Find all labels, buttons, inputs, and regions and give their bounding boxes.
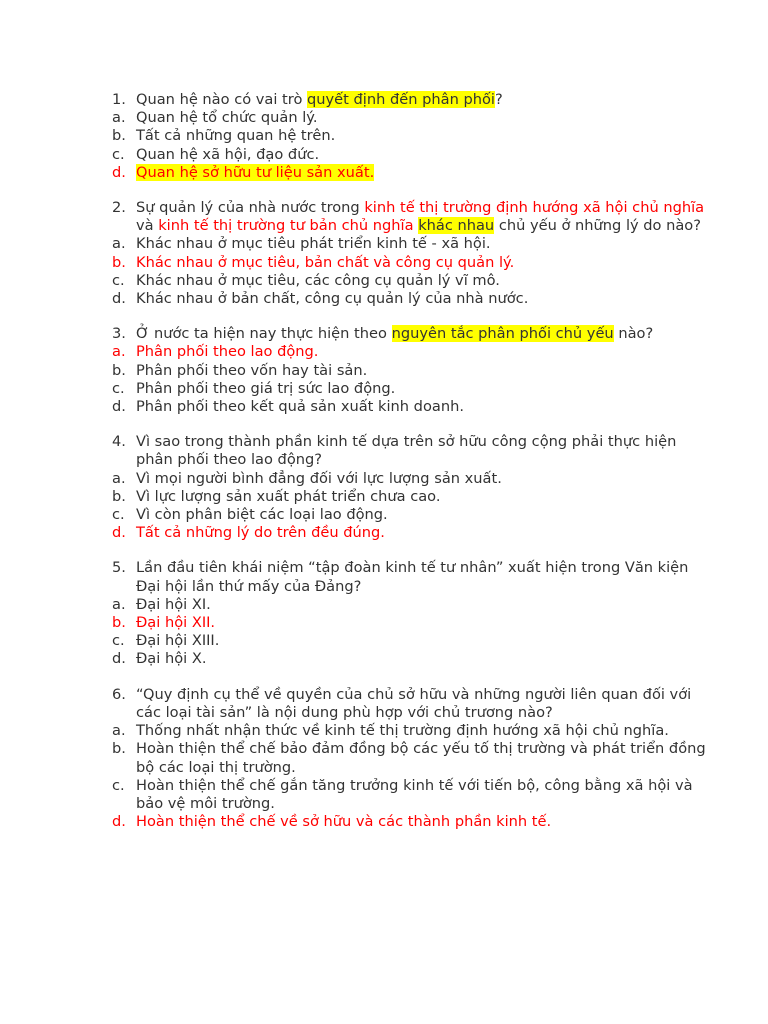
option-label: c. (112, 632, 125, 650)
option-text: Hoàn thiện thể chế về sở hữu và các thành phần kinh tế. (136, 813, 552, 831)
question-block (0, 559, 768, 668)
option-text: Tất cả những lý do trên đều đúng. (136, 524, 385, 542)
option-text: Hoàn thiện thể chế bảo đảm đồng bộ các yếu tố thị trường và phát triển đồng bộ các loại thị trường. (136, 740, 706, 776)
option-text: Phân phối theo kết quả sản xuất kinh doanh. (136, 398, 464, 416)
question-block (0, 91, 768, 182)
answer-option (0, 398, 768, 416)
highlighted-phrase: khác nhau (418, 217, 495, 235)
answer-option (0, 470, 768, 488)
option-label: d. (112, 650, 126, 668)
answer-option (0, 272, 768, 290)
answer-option (0, 506, 768, 524)
answer-option-correct (0, 343, 768, 361)
question-text (0, 325, 768, 343)
option-label: b. (112, 487, 126, 505)
option-label: d. (112, 524, 126, 542)
option-text: Quan hệ tổ chức quản lý. (136, 109, 318, 127)
answer-option (0, 596, 768, 614)
option-label: a. (112, 469, 126, 487)
answer-option (0, 235, 768, 253)
option-text: Phân phối theo lao động. (136, 343, 319, 361)
question-text (0, 91, 768, 109)
option-label: c. (112, 271, 125, 289)
answer-option-correct (0, 164, 768, 182)
option-text: Phân phối theo vốn hay tài sản. (136, 361, 368, 379)
option-label: b. (112, 361, 126, 379)
answer-option (0, 632, 768, 650)
option-label: c. (112, 776, 125, 794)
answer-option (0, 650, 768, 668)
option-label: a. (112, 595, 126, 613)
answer-option (0, 722, 768, 740)
question-text (0, 433, 768, 469)
option-text: Tất cả những quan hệ trên. (136, 127, 336, 145)
question-text-segment: nào? (613, 325, 654, 343)
answer-option (0, 290, 768, 308)
option-label: a. (112, 235, 126, 253)
question-text-segment: “Quy định cụ thể về quyền của chủ sở hữu và những người liên quan đối với các loại tài sản” là nội dung phù hợp với chủ trương nào? (136, 685, 692, 721)
highlighted-phrase: quyết định đến phân phối (307, 91, 495, 108)
answer-option (0, 740, 768, 776)
option-text: Quan hệ sở hữu tư liệu sản xuất. (136, 163, 375, 181)
option-text: Đại hội X. (136, 650, 207, 668)
question-text (0, 199, 768, 235)
question-text-segment: Quan hệ nào có vai trò (136, 91, 308, 108)
answer-option (0, 109, 768, 127)
option-label: b. (112, 740, 126, 758)
question-text-segment: chủ yếu ở những lý do nào? (494, 217, 701, 235)
option-text: Đại hội XII. (136, 614, 216, 632)
question-block (0, 433, 768, 542)
answer-option (0, 362, 768, 380)
answer-option-correct (0, 524, 768, 542)
answer-option-correct (0, 254, 768, 272)
answer-option (0, 777, 768, 813)
question-number: 2. (112, 199, 126, 217)
option-label: d. (112, 813, 126, 831)
answer-option (0, 146, 768, 164)
quiz-page (0, 91, 768, 848)
answer-option (0, 127, 768, 145)
question-number: 3. (112, 325, 126, 343)
option-text: Đại hội XIII. (136, 632, 220, 650)
option-label: c. (112, 379, 125, 397)
question-text-segment: ? (494, 91, 503, 108)
question-text-segment: Lần đầu tiên khái niệm “tập đoàn kinh tế tư nhân” xuất hiện trong Văn kiện Đại hội lần thứ mấy của Đảng? (136, 559, 689, 595)
question-text-segment: Sự quản lý của nhà nước trong (136, 199, 365, 217)
option-text: Vì mọi người bình đẳng đối với lực lượng sản xuất. (136, 469, 502, 487)
option-label: c. (112, 506, 125, 524)
option-text: Quan hệ xã hội, đạo đức. (136, 145, 320, 163)
option-label: d. (112, 290, 126, 308)
question-text (0, 559, 768, 595)
option-text: Khác nhau ở mục tiêu phát triển kinh tế - xã hội. (136, 235, 491, 253)
option-label: d. (112, 163, 126, 181)
option-label: b. (112, 127, 126, 145)
question-text (0, 686, 768, 722)
option-text: Vì còn phân biệt các loại lao động. (136, 506, 388, 524)
question-block (0, 325, 768, 416)
question-number: 4. (112, 433, 126, 451)
option-text: Khác nhau ở bản chất, công cụ quản lý của nhà nước. (136, 290, 529, 308)
answer-option-correct (0, 813, 768, 831)
answer-option (0, 380, 768, 398)
option-label: b. (112, 614, 126, 632)
question-number: 6. (112, 685, 126, 703)
emphasized-phrase: kinh tế thị trường định hướng xã hội chủ nghĩa (364, 199, 705, 217)
option-label: a. (112, 343, 126, 361)
question-text-segment: và (136, 217, 159, 235)
option-text: Khác nhau ở mục tiêu, bản chất và công cụ quản lý. (136, 253, 515, 271)
question-number: 5. (112, 559, 126, 577)
question-block (0, 199, 768, 308)
option-text: Hoàn thiện thể chế gắn tăng trưởng kinh tế với tiến bộ, công bằng xã hội và bảo vệ môi trường. (136, 776, 693, 812)
highlighted-phrase: nguyên tắc phân phối chủ yếu (391, 325, 614, 343)
option-text: Thống nhất nhận thức về kinh tế thị trường định hướng xã hội chủ nghĩa. (136, 722, 669, 740)
question-block (0, 686, 768, 832)
option-text: Vì lực lượng sản xuất phát triển chưa cao. (136, 487, 441, 505)
option-text: Đại hội XI. (136, 595, 211, 613)
answer-option-correct (0, 614, 768, 632)
option-label: d. (112, 398, 126, 416)
emphasized-phrase: kinh tế thị trường tư bản chủ nghĩa (158, 217, 414, 235)
question-number: 1. (112, 91, 126, 108)
option-text: Khác nhau ở mục tiêu, các công cụ quản lý vĩ mô. (136, 271, 500, 289)
answer-option (0, 488, 768, 506)
option-label: b. (112, 253, 126, 271)
option-label: c. (112, 145, 125, 163)
option-text: Phân phối theo giá trị sức lao động. (136, 379, 396, 397)
question-text-segment: Ở nước ta hiện nay thực hiện theo (136, 325, 392, 343)
option-label: a. (112, 722, 126, 740)
option-label: a. (112, 109, 126, 127)
question-text-segment: Vì sao trong thành phần kinh tế dựa trên sở hữu công cộng phải thực hiện phân phối theo lao động? (136, 433, 677, 469)
